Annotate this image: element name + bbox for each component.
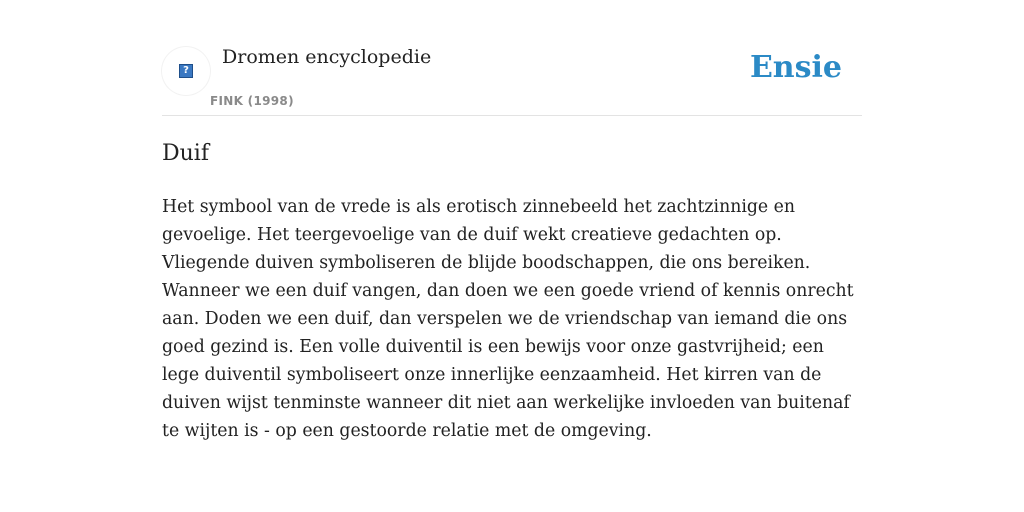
book-title-link[interactable]: Dromen encyclopedie xyxy=(222,46,432,68)
entry-title: Duif xyxy=(162,141,209,166)
question-mark-icon: ? xyxy=(179,64,193,78)
author-label: FINK (1998) xyxy=(210,94,294,108)
ensie-logo-link[interactable]: Ensie xyxy=(749,50,842,85)
entry-card xyxy=(162,0,862,512)
book-cover[interactable] xyxy=(162,47,210,95)
entry-body: Het symbool van de vrede is als erotisch zinnebeeld het zachtzinnige en gevoelige. Het teergevoelige van de duif wekt creatieve gedachten op. Vliegende duiven symboliseren de blijde boodschappen, die ons bereiken. Wanneer we een duif vangen, dan doen we een goede vriend of kennis onrecht aan. Doden we een duif, dan verspelen we de vriendschap van iemand die ons goed gezind is. Een volle duiventil is een bewijs voor onze gastvrijheid; een lege duiventil symboliseert onze innerlijke eenzaamheid. Het kirren van de duiven wijst tenminste wanneer dit niet aan werkelijke invloeden van buitenaf te wijten is - op een gestoorde relatie met de omgeving. xyxy=(162,197,854,441)
source-header xyxy=(162,0,862,116)
